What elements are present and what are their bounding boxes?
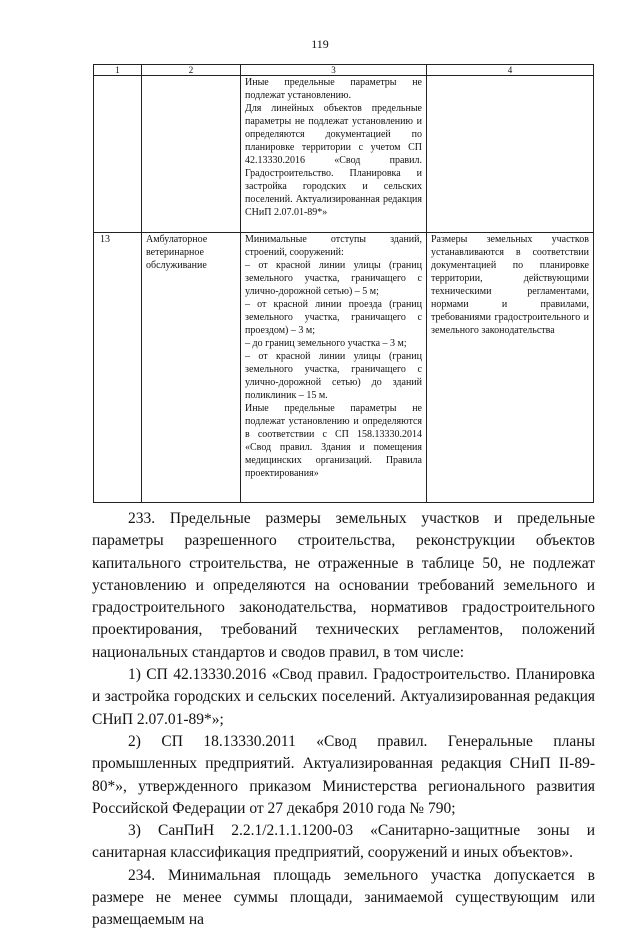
parameters-line: Иные предельные параметры не подлежат установлению и определяются в соответствии с СП 158.13330.2014 «Свод правил. Здания и помещения медицинских организаций. Правила проектирования» xyxy=(245,403,422,479)
parameters-line: Для линейных объектов предельные параметры не подлежат установлению и определяются документацией по планировке территории с учетом СП 42.13330.2016 «Свод правил. Градостроительство. Планировка и застройка городских и сельских поселений. Актуализированная редакция СНиП 2.07.01-89*» xyxy=(245,103,422,218)
parameters-line: – от красной линии улицы (границ земельного участка, граничащего с улично-дорожной сетью) – 5 м; xyxy=(245,260,422,297)
restrictions-cell: Размеры земельных участков устанавливаются в соответствии документацией по планировке территории, действующими техническими регламентами, нормами и правилами, требованиями градостроительного и земельного законодательства xyxy=(427,233,594,503)
restrictions-cell xyxy=(427,76,594,233)
parameters-line: – от красной линии проезда (границ земельного участка, граничащего с проездом) – 3 м; xyxy=(245,299,422,336)
parameters-line: – от красной линии улицы (границ земельного участка, граничащего с улично-дорожной сетью) до зданий поликлиник – 15 м. xyxy=(245,351,422,401)
table-header-row xyxy=(94,65,594,76)
paragraph-233: 233. Предельные размеры земельных участков и предельные параметры разрешенного строительства, реконструкции объектов капитального строительства, не отраженные в таблице 50, не подлежат установлению и определяются на основании требований земельного и градостроительного законодательства, нормативов градостроительного проектирования, требований технических регламентов, положений национальных стандартов и сводов правил, в том числе: xyxy=(92,510,595,661)
page-number: 119 xyxy=(311,37,329,51)
list-item-2: 2) СП 18.13330.2011 «Свод правил. Генеральные планы промышленных предприятий. Актуализированная редакция СНиП II-89-80*», утвержденного приказом Министерства регионального развития Российской Федерации от 27 декабря 2010 года № 790; xyxy=(92,732,595,817)
list-item-1: 1) СП 42.13330.2016 «Свод правил. Градостроительство. Планировка и застройка городских и сельских поселений. Актуализированная редакция СНиП 2.07.01-89*»; xyxy=(92,666,595,728)
table-row-continuation xyxy=(94,76,594,233)
parameters-cell xyxy=(241,233,427,503)
table-row-13 xyxy=(94,233,594,503)
body-text xyxy=(92,508,595,932)
header-cell-1: 1 xyxy=(94,65,142,76)
regulations-table xyxy=(93,64,594,503)
parameters-line: Иные предельные параметры не подлежат установлению. xyxy=(245,77,422,101)
header-cell-3: 3 xyxy=(241,65,427,76)
parameters-cell xyxy=(241,76,427,233)
row-number-cell: 13 xyxy=(94,233,142,503)
row-name-cell: Амбулаторное ветеринарное обслуживание xyxy=(142,233,241,503)
parameters-line: – до границ земельного участка – 3 м; xyxy=(245,338,407,349)
row-name-cell xyxy=(142,76,241,233)
parameters-line: Минимальные отступы зданий, строений, сооружений: xyxy=(245,234,422,258)
paragraph-234: 234. Минимальная площадь земельного участка допускается в размере не менее суммы площади, занимаемой существующим или размещаемым на xyxy=(92,866,595,929)
row-number-cell xyxy=(94,76,142,233)
list-item-3: 3) СанПиН 2.2.1/2.1.1.1200-03 «Санитарно-защитные зоны и санитарная классификация предприятий, сооружений и иных объектов». xyxy=(92,822,595,862)
header-cell-4: 4 xyxy=(427,65,594,76)
header-cell-2: 2 xyxy=(142,65,241,76)
